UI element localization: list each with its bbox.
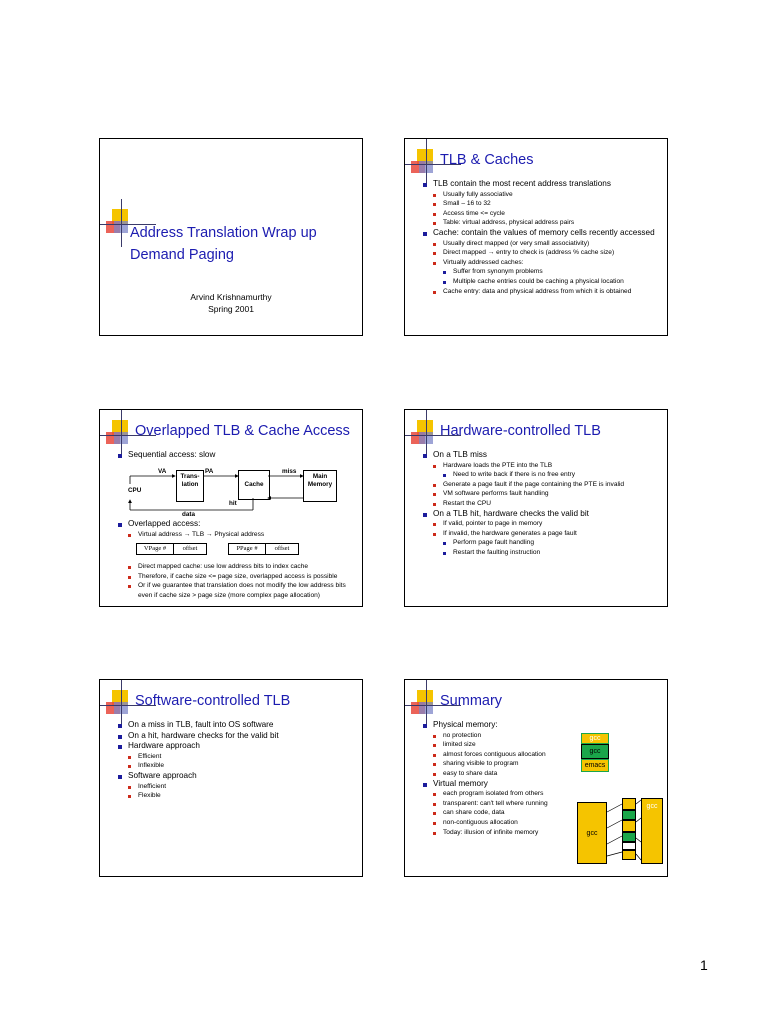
bullet-item: no protection (423, 731, 577, 741)
bullet-item: Hardware loads the PTE into the TLB (423, 461, 661, 471)
bullet-item: Inefficient (118, 782, 356, 792)
bullet-list (118, 720, 356, 801)
bullet-item: almost forces contiguous allocation (423, 750, 577, 760)
bullet-item: If valid, pointer to page in memory (423, 519, 661, 529)
bullet-item: Cache: contain the values of memory cells recently accessed (423, 228, 661, 239)
bullet-list (118, 450, 356, 461)
bullet-item: Inflexible (118, 761, 356, 771)
page-number: 1 (700, 957, 708, 973)
slide-overlapped-tlb (99, 409, 363, 607)
slide-tlb-caches (404, 138, 668, 336)
bullet-item: Virtual address → TLB → Physical address (118, 530, 356, 540)
bullet-item: non-contiguous allocation (423, 818, 577, 828)
virtual-space-gcc: gcc (577, 802, 607, 864)
virtual-space-gcc: gcc (641, 798, 663, 864)
bullet-item: easy to share data (423, 769, 577, 779)
bullet-item: On a TLB miss (423, 450, 661, 461)
bullet-item: Perform page fault handling (423, 538, 661, 548)
data-label: data (182, 511, 195, 518)
bullet-item: Physical memory: (423, 720, 577, 731)
slide-title (99, 138, 363, 336)
poffset-field: offset (265, 543, 299, 555)
cpu-label: CPU (128, 487, 142, 494)
bullet-list (118, 519, 356, 539)
bullet-item: sharing visible to program (423, 759, 577, 769)
bullet-item: If invalid, the hardware generates a page fault (423, 529, 661, 539)
va-label: VA (158, 468, 167, 475)
bullet-item: Small – 16 to 32 (423, 199, 661, 209)
voffset-field: offset (173, 543, 207, 555)
bullet-item: Usually fully associative (423, 190, 661, 200)
slide-software-tlb (99, 679, 363, 877)
translation-box: Trans- lation (176, 470, 204, 502)
main-memory-box: Main Memory (303, 470, 337, 502)
slide-summary (404, 679, 668, 877)
bullet-item: Virtual memory (423, 779, 577, 790)
bullet-item: Direct mapped cache: use low address bits to index cache (118, 562, 356, 572)
memory-block-emacs: emacs (581, 759, 609, 772)
bullet-item: Direct mapped → entry to check is (address % cache size) (423, 248, 661, 258)
bullet-item: Flexible (118, 791, 356, 801)
sequential-access-diagram (120, 468, 345, 520)
bullet-list (423, 179, 661, 296)
slide-title: Hardware-controlled TLB (440, 423, 601, 439)
page-table (622, 798, 636, 860)
bullet-item: Restart the faulting instruction (423, 548, 661, 558)
bullet-item: Overlapped access: (118, 519, 356, 530)
bullet-item: transparent: can't tell where running (423, 799, 577, 809)
bullet-item: Therefore, if cache size <= page size, overlapped access is possible (118, 572, 356, 582)
bullet-item: can share code, data (423, 808, 577, 818)
bullet-item: Virtually addressed caches: (423, 258, 661, 268)
bullet-item: Restart the CPU (423, 499, 661, 509)
bullet-item: Cache entry: data and physical address from which it is obtained (423, 287, 661, 297)
slide-title: Summary (440, 693, 503, 709)
address-fields (136, 543, 336, 555)
date: Spring 2001 (208, 304, 254, 314)
bullet-item: Software approach (118, 771, 356, 782)
bullet-item: On a hit, hardware checks for the valid bit (118, 731, 356, 742)
bullet-item: Usually direct mapped (or very small associativity) (423, 239, 661, 249)
bullet-item: On a miss in TLB, fault into OS software (118, 720, 356, 731)
slide-title: Overlapped TLB & Cache Access (135, 423, 350, 439)
bullet-list (423, 450, 661, 558)
slide-title: TLB & Caches (440, 152, 534, 168)
virtual-memory-diagram (577, 798, 663, 868)
hit-label: hit (229, 500, 237, 507)
memory-block-gcc: gcc (581, 733, 609, 744)
bullet-list (423, 720, 577, 837)
miss-label: miss (282, 468, 297, 475)
memory-block-gcc: gcc (581, 744, 609, 759)
vpage-field: VPage # (136, 543, 174, 555)
bullet-item: Multiple cache entries could be caching a physical location (423, 277, 661, 287)
pa-label: PA (205, 468, 214, 475)
bullet-item: each program isolated from others (423, 789, 577, 799)
bullet-item: Table: virtual address, physical address pairs (423, 218, 661, 228)
author-name: Arvind Krishnamurthy (190, 292, 272, 302)
bullet-list (118, 562, 356, 600)
bullet-item: Generate a page fault if the page containing the PTE is invalid (423, 480, 661, 490)
slide-title: Software-controlled TLB (135, 693, 291, 709)
presentation-title: Address Translation Wrap up Demand Paging (130, 225, 317, 263)
ppage-field: PPage # (228, 543, 266, 555)
bullet-item: Sequential access: slow (118, 450, 356, 461)
physical-memory-diagram (581, 733, 609, 777)
slide-hardware-tlb (404, 409, 668, 607)
cache-box: Cache (238, 470, 270, 500)
bullet-item: Today: illusion of infinite memory (423, 828, 577, 838)
bullet-item: Need to write back if there is no free entry (423, 470, 661, 480)
bullet-item: Hardware approach (118, 741, 356, 752)
bullet-item: Access time <= cycle (423, 209, 661, 219)
bullet-item: Suffer from synonym problems (423, 267, 661, 277)
bullet-item: Or if we guarantee that translation does not modify the low address bits even if cache size > page size (more complex page allocation) (118, 581, 356, 600)
bullet-item: VM software performs fault handling (423, 489, 661, 499)
bullet-item: limited size (423, 740, 577, 750)
bullet-item: TLB contain the most recent address translations (423, 179, 661, 190)
bullet-item: Efficient (118, 752, 356, 762)
bullet-item: On a TLB hit, hardware checks the valid bit (423, 509, 661, 520)
author-block (100, 291, 362, 315)
